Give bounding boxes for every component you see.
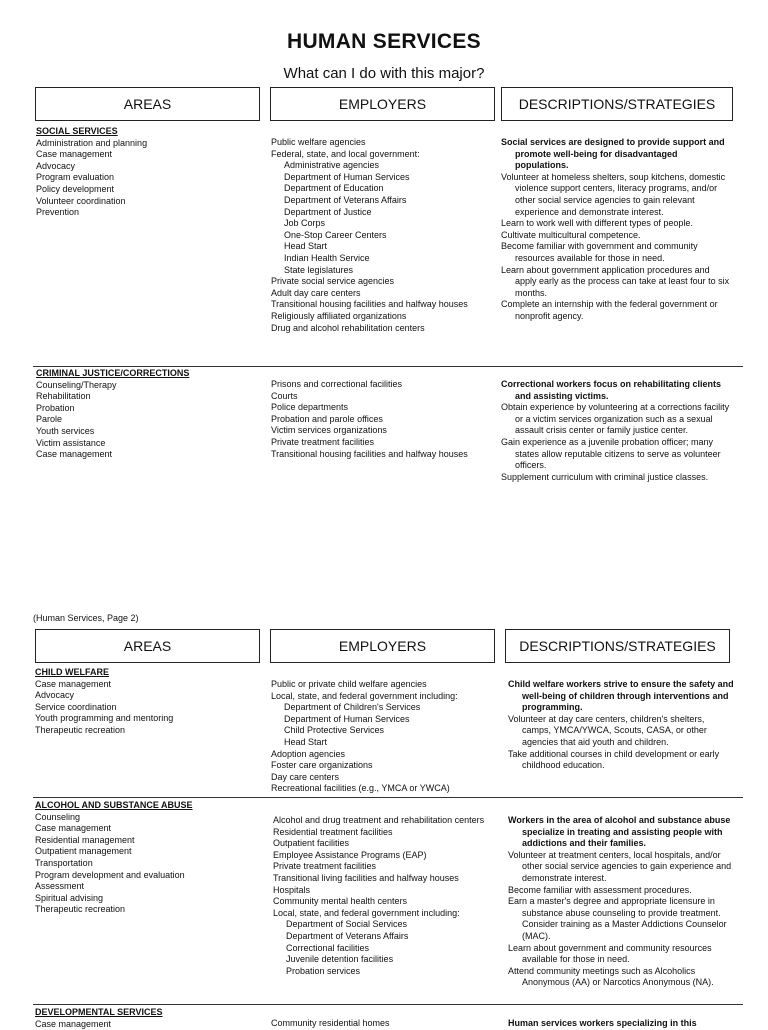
description-item: Earn a master's degree and appropriate licensure in substance abuse counseling to provide treatment. Consider training as a Master Addictions Counselor (MAC).: [508, 896, 727, 941]
page-title: HUMAN SERVICES: [286, 30, 481, 53]
area-item: Counseling/Therapy: [36, 379, 117, 390]
description-item: Complete an internship with the federal government or nonprofit agency.: [501, 299, 718, 321]
description-summary: Child welfare workers strive to ensure the safety and well-being of children through interventions and programming.: [508, 679, 734, 713]
section-heading: CRIMINAL JUSTICE/CORRECTIONS: [36, 368, 190, 378]
area-item: Victim assistance: [36, 437, 106, 448]
area-item: Outpatient management: [35, 846, 132, 857]
header-employers: EMPLOYERS: [270, 87, 495, 121]
employer-item: Drug and alcohol rehabilitation centers: [271, 322, 425, 333]
employer-item: Local, state, and federal government including:: [273, 907, 460, 918]
area-item: Policy development: [36, 183, 115, 194]
description-item: Become familiar with government and community resources available for those in need.: [501, 241, 698, 263]
employer-item: Department of Veterans Affairs: [284, 194, 407, 205]
area-item: Case management: [36, 149, 113, 160]
description-item: Supplement curriculum with criminal justice classes.: [501, 471, 709, 482]
employer-item: Juvenile detention facilities: [286, 954, 394, 965]
descriptions-column-child-welfare: [508, 679, 734, 772]
employer-item: Residential treatment facilities: [273, 826, 393, 837]
description-item: Volunteer at treatment centers, local hospitals, and/or other social service agencies to gain experience and demonstrate interest.: [508, 849, 732, 883]
employer-item: One-Stop Career Centers: [284, 229, 387, 240]
area-item: Therapeutic recreation: [35, 724, 126, 735]
area-item: Advocacy: [35, 690, 75, 701]
employer-item: Transitional housing facilities and halfway houses: [271, 448, 468, 459]
description-summary: Social services are designed to provide support and promote well-being for disadvantaged populations.: [501, 137, 725, 171]
employer-item: Day care centers: [271, 771, 340, 782]
area-item: Program development and evaluation: [35, 869, 185, 880]
description-item: Learn about government and community resources available for those in need.: [508, 942, 712, 965]
employers-column-social-services: [271, 137, 496, 334]
section-heading: SOCIAL SERVICES: [36, 126, 118, 136]
area-item: Advocacy: [36, 160, 76, 171]
area-item: Probation: [36, 402, 75, 413]
employer-item: Hospitals: [273, 884, 311, 895]
area-item: Spiritual advising: [35, 892, 104, 903]
description-item: Become familiar with assessment procedures.: [508, 884, 692, 895]
area-item: Counseling: [35, 811, 81, 822]
area-item: Program evaluation: [36, 172, 115, 183]
employer-item: Prisons and correctional facilities: [271, 379, 403, 389]
descriptions-column-social-services: [501, 137, 733, 323]
area-item: Administration and planning: [36, 137, 148, 148]
description-summary: Human services workers specializing in this: [508, 1018, 697, 1028]
areas-column-developmental-services: [35, 1007, 260, 1030]
employer-item: Foster care organizations: [271, 760, 373, 771]
header-employers-page-2: EMPLOYERS: [270, 629, 495, 663]
employers-column-criminal-justice: [271, 379, 496, 460]
areas-column-child-welfare: [35, 667, 260, 737]
areas-column-substance-abuse: [35, 800, 260, 916]
employer-item: Adoption agencies: [271, 748, 346, 759]
area-item: Parole: [36, 414, 63, 425]
employer-item: State legislatures: [284, 264, 354, 275]
employer-item: Probation services: [286, 965, 361, 976]
employer-item: Community mental health centers: [273, 896, 408, 907]
description-item: Take additional courses in child development or early childhood education.: [508, 748, 720, 771]
area-item: Assessment: [35, 881, 85, 892]
area-item: Volunteer coordination: [36, 195, 126, 206]
section-heading: CHILD WELFARE: [35, 667, 109, 677]
header-descriptions-page-2: DESCRIPTIONS/STRATEGIES: [505, 629, 730, 663]
employer-item: Correctional facilities: [286, 942, 370, 953]
area-item: Case management: [36, 449, 113, 460]
area-item: Case management: [35, 823, 112, 834]
employer-item: Administrative agencies: [284, 160, 380, 171]
area-item: Rehabilitation: [36, 391, 91, 402]
employer-item: Head Start: [284, 736, 328, 747]
employer-item: Local, state, and federal government including:: [271, 690, 458, 701]
employer-item: Alcohol and drug treatment and rehabilitation centers: [273, 815, 485, 825]
description-item: Obtain experience by volunteering at a corrections facility or a victim services organization such as a sexual assault crisis center or family justice center.: [501, 402, 730, 436]
employer-item: Department of Education: [284, 183, 384, 194]
description-summary: Correctional workers focus on rehabilitating clients and assisting victims.: [501, 379, 722, 401]
section-divider: [33, 797, 743, 798]
areas-column-social-services: [36, 126, 261, 219]
area-item: Case management: [35, 1018, 112, 1029]
area-item: Youth programming and mentoring: [35, 713, 174, 724]
description-summary: Workers in the area of alcohol and substance abuse specialize in treating and assisting people with addictions and their families.: [508, 815, 731, 849]
description-item: Volunteer at homeless shelters, soup kitchens, domestic violence support centers, literacy programs, and/or other social service agencies to gain relevant experience and demonstrate interest.: [501, 171, 726, 217]
employer-item: Public welfare agencies: [271, 137, 366, 147]
descriptions-column-substance-abuse: [508, 815, 734, 989]
employer-item: Community residential homes: [271, 1018, 390, 1028]
description-item: Learn to work well with different types of people.: [501, 218, 693, 229]
employer-item: Department of Human Services: [284, 171, 410, 182]
description-item: Volunteer at day care centers, children's shelters, camps, YMCA/YWCA, Scouts, CASA, or other agencies that aid youth and children.: [508, 713, 707, 747]
employers-column-child-welfare: [271, 679, 496, 795]
employer-item: Department of Children's Services: [284, 702, 421, 713]
employer-item: Department of Justice: [284, 206, 372, 217]
employer-item: Transitional housing facilities and halfway houses: [271, 299, 468, 310]
employer-item: Transitional living facilities and halfway houses: [273, 872, 459, 883]
employer-item: Department of Human Services: [284, 713, 410, 724]
area-item: Therapeutic recreation: [35, 904, 126, 915]
employer-item: Public or private child welfare agencies: [271, 679, 427, 689]
header-areas-page-2: AREAS: [35, 629, 260, 663]
area-item: Prevention: [36, 207, 80, 218]
description-item: Learn about government application procedures and apply early as the process can take at least four to six months.: [501, 264, 730, 298]
description-item: Cultivate multicultural competence.: [501, 229, 641, 240]
employer-item: Federal, state, and local government:: [271, 148, 420, 159]
description-item: Attend community meetings such as Alcoholics Anonymous (AA) or Narcotics Anonymous (NA).: [508, 965, 714, 988]
employer-item: Child Protective Services: [284, 725, 385, 736]
employer-item: Victim services organizations: [271, 425, 387, 436]
page-subtitle: What can I do with this major?: [283, 65, 485, 82]
description-item: Gain experience as a juvenile probation officer; many states allow reputable citizens to serve as volunteer officers.: [501, 436, 721, 471]
employer-item: Private treatment facilities: [271, 436, 375, 447]
employer-item: Probation and parole offices: [271, 413, 383, 424]
section-heading: ALCOHOL AND SUBSTANCE ABUSE: [35, 800, 193, 810]
employer-item: Department of Veterans Affairs: [286, 930, 409, 941]
employer-item: Employee Assistance Programs (EAP): [273, 849, 427, 860]
employer-item: Private treatment facilities: [273, 861, 377, 872]
employer-item: Outpatient facilities: [273, 838, 350, 849]
employers-column-substance-abuse: [273, 815, 501, 977]
employer-item: Religiously affiliated organizations: [271, 310, 407, 321]
area-item: Youth services: [36, 425, 95, 436]
section-heading: DEVELOPMENTAL SERVICES: [35, 1007, 163, 1017]
employer-item: Courts: [271, 390, 298, 401]
section-divider: [33, 366, 743, 367]
descriptions-column-criminal-justice: [501, 379, 733, 483]
employer-item: Job Corps: [284, 218, 326, 229]
employer-item: Head Start: [284, 241, 328, 252]
header-areas: AREAS: [35, 87, 260, 121]
employer-item: Adult day care centers: [271, 287, 361, 298]
employer-item: Police departments: [271, 402, 349, 413]
page-continuation-note: (Human Services, Page 2): [33, 613, 139, 623]
area-item: Residential management: [35, 834, 135, 845]
area-item: Case management: [35, 678, 112, 689]
employer-item: Private social service agencies: [271, 276, 395, 287]
employer-item: Department of Social Services: [286, 919, 408, 930]
areas-column-criminal-justice: [36, 368, 261, 461]
header-descriptions: DESCRIPTIONS/STRATEGIES: [501, 87, 733, 121]
section-divider: [33, 1004, 743, 1005]
employer-item: Recreational facilities (e.g., YMCA or YWCA): [271, 783, 450, 794]
area-item: Service coordination: [35, 701, 117, 712]
area-item: Transportation: [35, 857, 93, 868]
employer-item: Indian Health Service: [284, 252, 370, 263]
